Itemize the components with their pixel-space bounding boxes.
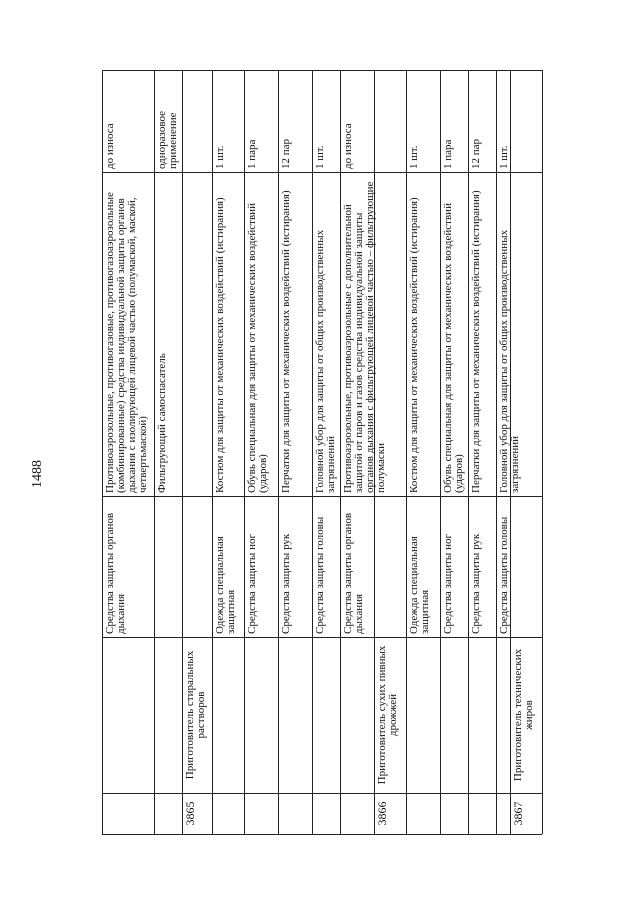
- cell-profession: [315, 640, 337, 790]
- cell-profession: Приготовитель стиральных растворов: [184, 650, 207, 780]
- cell-item: Фильтрующий самоспасатель: [156, 353, 168, 493]
- cell-profession: [281, 640, 309, 790]
- cell-norm: 1 шт.: [214, 145, 226, 169]
- cell-norm: 1 пара: [442, 139, 454, 169]
- cell-category: Средства защиты головы: [314, 516, 326, 634]
- cell-category: [513, 499, 539, 634]
- cell-profession: [215, 640, 241, 790]
- cell-norm: [377, 73, 403, 169]
- cell-number: 3867: [511, 801, 525, 826]
- cell-number: [315, 796, 337, 831]
- table-row: [406, 70, 440, 834]
- cell-number: [281, 796, 309, 831]
- cell-category: Средства защиты рук: [280, 533, 292, 634]
- cell-number: 3865: [183, 801, 197, 826]
- table-row: [182, 70, 212, 834]
- cell-category: [157, 499, 179, 634]
- cell-category: Средства защиты головы: [498, 516, 510, 634]
- cell-norm: [185, 73, 209, 169]
- cell-category: Средства защиты ног: [246, 534, 258, 634]
- cell-item: Костюм для защиты от механических воздействий (истирания): [214, 197, 226, 493]
- cell-item: Обувь специальная для защиты от механических воздействий (ударов): [246, 203, 269, 493]
- cell-profession: [105, 640, 151, 790]
- cell-norm: одноразовое применение: [156, 111, 179, 169]
- cell-item: Перчатки для защиты от механических воздействий (истирания): [280, 190, 292, 493]
- cell-category: Средства защиты органов дыхания: [342, 512, 365, 634]
- cell-number: [105, 796, 151, 831]
- page-number: 1488: [30, 460, 45, 488]
- ppe-norms-table: [102, 70, 542, 834]
- cell-item: Обувь специальная для защиты от механических воздействий (ударов): [442, 203, 465, 493]
- cell-number: [443, 796, 465, 831]
- cell-profession: [409, 640, 437, 790]
- table-row: [212, 70, 244, 834]
- table-row-border: [542, 70, 543, 834]
- table-row: [510, 70, 542, 834]
- cell-norm: [513, 73, 539, 169]
- cell-norm: 12 пар: [470, 138, 482, 169]
- cell-norm: 1 шт.: [314, 145, 326, 169]
- cell-number: [215, 796, 241, 831]
- cell-profession: [471, 640, 493, 790]
- table-row: [374, 70, 406, 834]
- cell-profession: [157, 640, 179, 790]
- cell-item: [377, 175, 403, 493]
- cell-item: [513, 175, 539, 493]
- cell-category: Одежда специальная защитная: [408, 536, 431, 634]
- cell-number: [247, 796, 275, 831]
- cell-profession: [247, 640, 275, 790]
- cell-norm: до износа: [342, 123, 354, 169]
- cell-category: Средства защиты ног: [442, 534, 454, 634]
- cell-item: [185, 175, 209, 493]
- table-row: [440, 70, 468, 834]
- table-row: [278, 70, 312, 834]
- cell-category: Одежда специальная защитная: [214, 536, 237, 634]
- cell-category: Средства защиты органов дыхания: [104, 512, 127, 634]
- cell-number: [471, 796, 493, 831]
- table-row: [312, 70, 340, 834]
- cell-item: Головной убор для защиты от общих производственных загрязнений: [314, 229, 337, 493]
- cell-profession: Приготовитель технических жиров: [512, 648, 535, 782]
- table-row: [244, 70, 278, 834]
- cell-norm: 12 пар: [280, 138, 292, 169]
- cell-category: [185, 499, 209, 634]
- cell-profession: Приготовитель сухих пивных дрожжей: [376, 645, 399, 785]
- cell-item: Перчатки для защиты от механических воздействий (истирания): [470, 190, 482, 493]
- cell-profession: [499, 640, 507, 790]
- table-row: [468, 70, 496, 834]
- cell-number: [409, 796, 437, 831]
- cell-norm: до износа: [104, 123, 116, 169]
- cell-number: 3866: [375, 801, 389, 826]
- cell-category: [377, 499, 403, 634]
- cell-number: [343, 796, 371, 831]
- table-column-border: [102, 834, 542, 835]
- cell-norm: 1 шт.: [408, 145, 420, 169]
- cell-norm: 1 пара: [246, 139, 258, 169]
- cell-category: Средства защиты рук: [470, 533, 482, 634]
- cell-number: [499, 796, 507, 831]
- cell-item: Противоаэрозольные, противоаэрозольные с дополнительной защитой от паров и газов средства индивидуальной защиты органов дыхания с фильтрующей лицевой частью – фильтрующие полумаски: [342, 181, 387, 493]
- cell-norm: 1 шт.: [498, 145, 510, 169]
- cell-item: Противоаэрозольные, противогазовые, противогазоаэрозольные (комбинированные) средства индивидуальной защиты органов дыхания с изолирующей лицевой частью (полумаской, маской, четвертьмаской): [104, 192, 149, 493]
- cell-number: [157, 796, 179, 831]
- table-row: [102, 70, 154, 834]
- table-row: [154, 70, 182, 834]
- cell-profession: [343, 640, 371, 790]
- cell-profession: [443, 640, 465, 790]
- cell-item: Костюм для защиты от механических воздействий (истирания): [408, 197, 420, 493]
- cell-item: Головной убор для защиты от общих производственных загрязнений: [498, 229, 521, 493]
